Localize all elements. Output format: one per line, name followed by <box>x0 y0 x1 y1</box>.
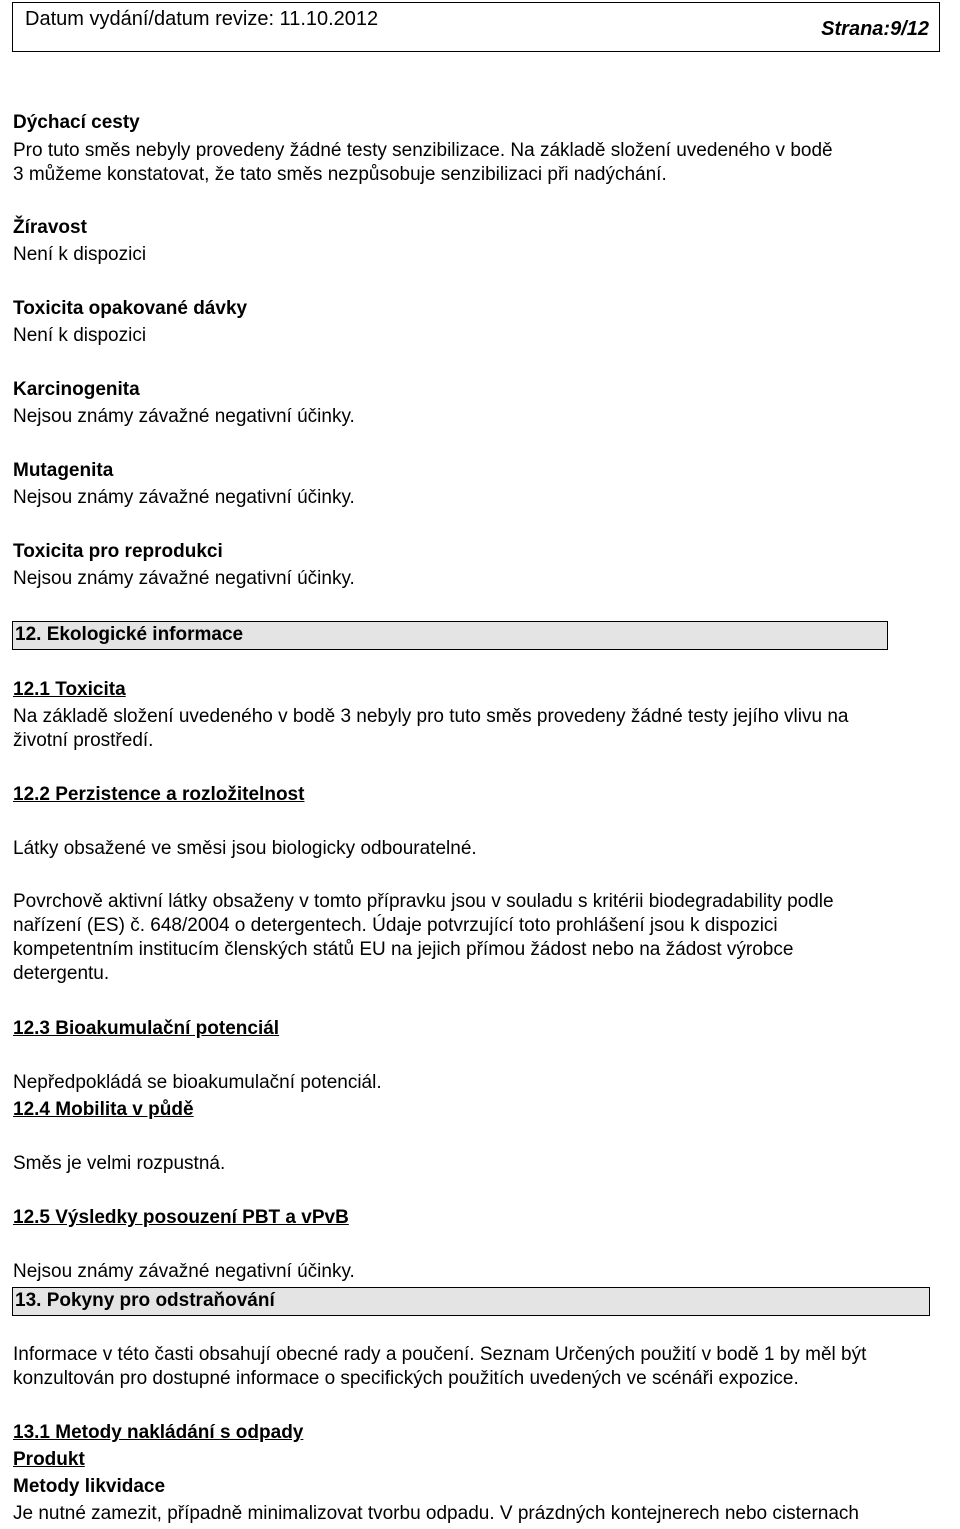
paragraph-line: nařízení (ES) č. 648/2004 o detergentech. Údaje potvrzující toto prohlášení jsou k dispozici <box>13 915 778 936</box>
paragraph-line: Povrchově aktivní látky obsaženy v tomto přípravku jsou v souladu s kritérii biodegradability podle <box>13 891 834 912</box>
heading-mutagenita: Mutagenita <box>13 460 114 481</box>
heading-karcinogenita: Karcinogenita <box>13 379 140 400</box>
heading-toxicita-reprodukce: Toxicita pro reprodukci <box>13 541 223 562</box>
paragraph-line: Není k dispozici <box>13 244 147 265</box>
paragraph-line: Nejsou známy závažné negativní účinky. <box>13 1261 355 1282</box>
heading-12-1: 12.1 Toxicita <box>13 679 126 700</box>
section-13-title: 13. Pokyny pro odstraňování <box>15 1290 275 1311</box>
paragraph-line: Směs je velmi rozpustná. <box>13 1153 226 1174</box>
heading-ziravost: Žíravost <box>13 217 87 238</box>
paragraph-line: Nejsou známy závažné negativní účinky. <box>13 487 355 508</box>
paragraph-line: detergentu. <box>13 963 110 984</box>
paragraph-line: Nejsou známy závažné negativní účinky. <box>13 568 355 589</box>
heading-12-4: 12.4 Mobilita v půdě <box>13 1099 194 1120</box>
paragraph-line: životní prostředí. <box>13 730 154 751</box>
paragraph-line: Nejsou známy závažné negativní účinky. <box>13 406 355 427</box>
section-12-header <box>12 621 888 650</box>
heading-12-3: 12.3 Bioakumulační potenciál <box>13 1018 280 1039</box>
paragraph-line: Je nutné zamezit, případně minimalizovat tvorbu odpadu. V prázdných kontejnerech nebo cisternach <box>13 1503 859 1524</box>
heading-metody-likvidace: Metody likvidace <box>13 1476 166 1497</box>
section-12-title: 12. Ekologické informace <box>15 624 244 645</box>
heading-dychaci-cesty: Dýchací cesty <box>13 112 140 133</box>
paragraph-line: konzultován pro dostupné informace o specifických použitích uvedených ve scénáři expozice. <box>13 1368 799 1389</box>
page-number: Strana:9/12 <box>821 18 929 40</box>
heading-12-2: 12.2 Perzistence a rozložitelnost <box>13 784 305 805</box>
heading-13-1: 13.1 Metody nakládání s odpady <box>13 1422 304 1443</box>
revision-date: Datum vydání/datum revize: 11.10.2012 <box>25 8 379 30</box>
paragraph-line: Nepředpokládá se bioakumulační potenciál. <box>13 1072 382 1093</box>
section-13-header <box>12 1287 930 1316</box>
page-header <box>12 2 940 52</box>
paragraph-line: Látky obsažené ve směsi jsou biologicky odbouratelné. <box>13 838 477 859</box>
paragraph-line: Informace v této časti obsahují obecné rady a poučení. Seznam Určených použití v bodě 1 by měl být <box>13 1344 867 1365</box>
heading-12-5: 12.5 Výsledky posouzení PBT a vPvB <box>13 1207 349 1228</box>
paragraph-line: Není k dispozici <box>13 325 147 346</box>
paragraph-line: 3 můžeme konstatovat, že tato směs nezpůsobuje senzibilizaci při nadýchání. <box>13 164 667 185</box>
heading-produkt: Produkt <box>13 1449 85 1470</box>
paragraph-line: Pro tuto směs nebyly provedeny žádné testy senzibilizace. Na základě složení uvedeného v bodě <box>13 140 833 161</box>
paragraph-line: Na základě složení uvedeného v bodě 3 nebyly pro tuto směs provedeny žádné testy jejího vlivu na <box>13 706 849 727</box>
paragraph-line: kompetentním institucím členských států EU na jejich přímou žádost nebo na žádost výrobce <box>13 939 794 960</box>
heading-toxicita-opakovane: Toxicita opakované dávky <box>13 298 248 319</box>
